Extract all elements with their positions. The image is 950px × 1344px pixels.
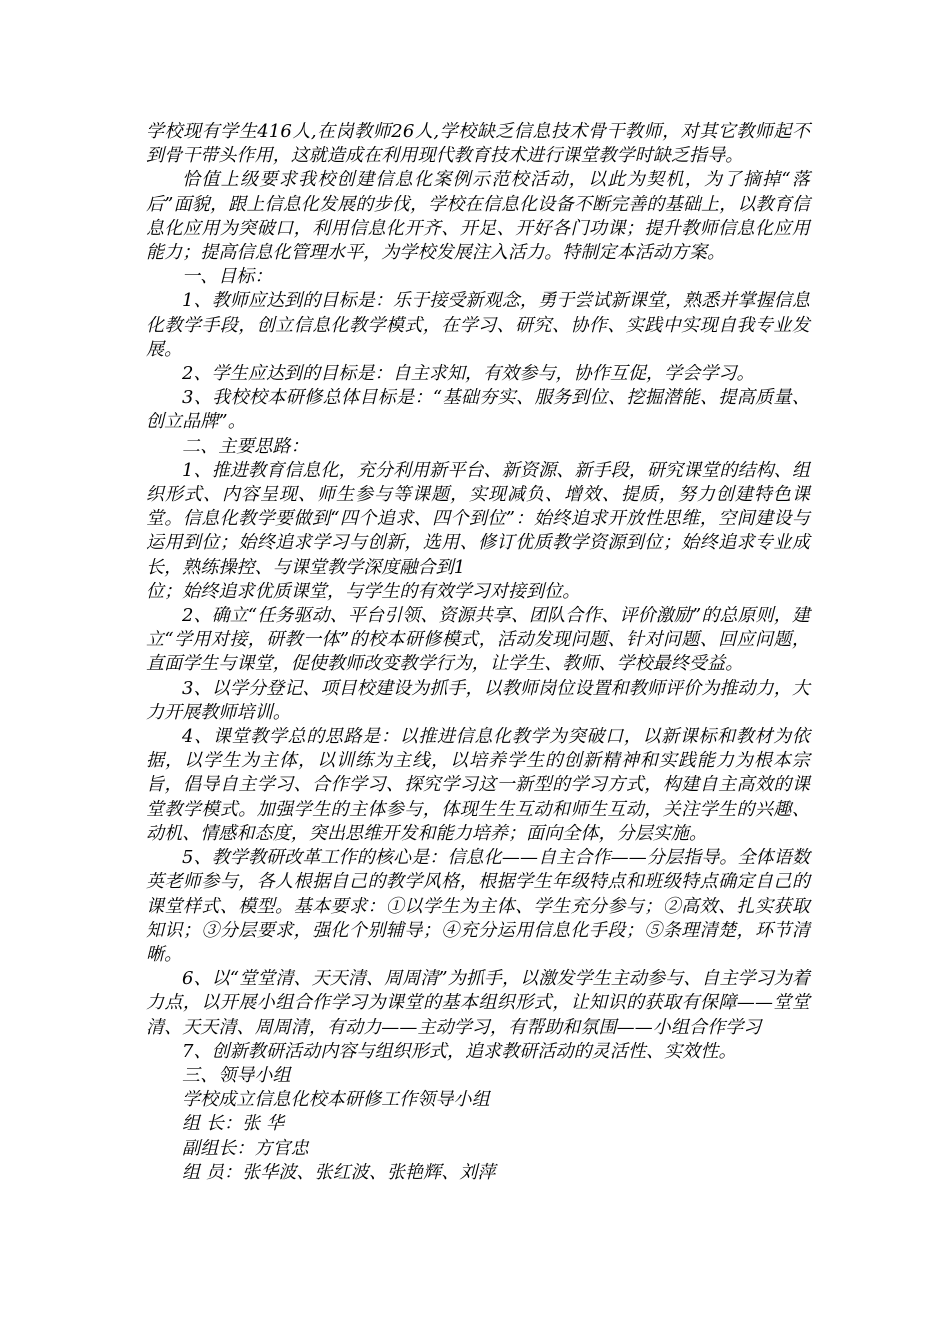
idea-item-1-continued: 位；始终追求优质课堂，与学生的有效学习对接到位。 bbox=[146, 580, 581, 602]
intro-paragraph-2: 恰值上级要求我校创建信息化案例示范校活动，以此为契机，为了摘掉“落后”面貌，跟上信息化发展的步伐，学校在信息化设备不断完善的基础上，以教育信息化应用为突破口，利用信息化开齐、开足、开好各门功课；提升教师信息化应用能力；提高信息化管理水平，为学校发展注入活力。特制定本活动方案。 bbox=[146, 169, 810, 264]
leader-head: 组 长：张 华 bbox=[182, 1113, 285, 1135]
leaders-intro: 学校成立信息化校本研修工作领导小组 bbox=[182, 1089, 490, 1111]
goal-item-2: 2、学生应达到的目标是：自主求知，有效参与，协作互促，学会学习。 bbox=[182, 363, 755, 385]
idea-item-5: 5、教学教研改革工作的核心是：信息化——自主合作——分层指导。全体语数英老师参与，各人根据自己的教学风格，根据学生年级特点和班级特点确定自己的课堂样式、模型。基本要求：①以学生为主体、学生充分参与；②高效、扎实获取知识；③分层要求，强化个别辅导；④充分运用信息化手段；⑤条理清楚，环节清晰。 bbox=[146, 847, 810, 965]
goal-item-1: 1、教师应达到的目标是：乐于接受新观念，勇于尝试新课堂，熟悉并掌握信息化教学手段，创立信息化教学模式，在学习、研究、协作、实践中实现自我专业发展。 bbox=[146, 290, 810, 360]
leader-deputy: 副组长：方官忠 bbox=[182, 1137, 309, 1159]
section-heading-goals: 一、目标： bbox=[182, 266, 273, 288]
document-body bbox=[146, 120, 810, 1185]
idea-item-4: 4、课堂教学总的思路是：以推进信息化教学为突破口，以新课标和教材为依据，以学生为主体，以训练为主线，以培养学生的创新精神和实践能力为根本宗旨，倡导自主学习、合作学习、探究学习这一新型的学习方式，构建自主高效的课堂教学模式。加强学生的主体参与，体现生生互动和师生互动，关注学生的兴趣、动机、情感和态度，突出思维开发和能力培养；面向全体，分层实施。 bbox=[146, 726, 810, 844]
section-heading-ideas: 二、主要思路： bbox=[182, 435, 309, 457]
idea-item-2: 2、确立“任务驱动、平台引领、资源共享、团队合作、评价激励”的总原则，建立“学用对接，研教一体”的校本研修模式，活动发现问题、针对问题、回应问题，直面学生与课堂，促使教师改变教学行为，让学生、教师、学校最终受益。 bbox=[146, 605, 810, 675]
idea-item-6: 6、以“堂堂清、天天清、周周清”为抓手，以激发学生主动参与、自主学习为着力点，以开展小组合作学习为课堂的基本组织形式，让知识的获取有保障——堂堂清、天天清、周周清，有动力——主动学习，有帮助和氛围——小组合作学习 bbox=[146, 968, 810, 1038]
idea-item-1: 1、推进教育信息化，充分利用新平台、新资源、新手段，研究课堂的结构、组织形式、内容呈现、师生参与等课题，实现减负、增效、提质，努力创建特色课堂。信息化教学要做到“四个追求、四个到位”：始终追求开放性思维，空间建设与运用到位；始终追求学习与创新，选用、修订优质教学资源到位；始终追求专业成长，熟练操控、与课堂教学深度融合到1 bbox=[146, 459, 810, 578]
section-heading-leaders: 三、领导小组 bbox=[182, 1064, 291, 1086]
goal-item-3: 3、我校校本研修总体目标是：“基础夯实、服务到位、挖掘潜能、提高质量、创立品牌”。 bbox=[146, 387, 810, 433]
idea-item-7: 7、创新教研活动内容与组织形式，追求教研活动的灵活性、实效性。 bbox=[182, 1040, 737, 1062]
leader-members: 组 员：张华波、张红波、张艳辉、刘萍 bbox=[182, 1161, 496, 1183]
intro-paragraph-1: 学校现有学生416人,在岗教师26人,学校缺乏信息技术骨干教师，对其它教师起不到骨干带头作用，这就造成在利用现代教育技术进行课堂教学时缺乏指导。 bbox=[146, 121, 810, 167]
idea-item-3: 3、以学分登记、项目校建设为抓手，以教师岗位设置和教师评价为推动力，大力开展教师培训。 bbox=[146, 677, 810, 723]
